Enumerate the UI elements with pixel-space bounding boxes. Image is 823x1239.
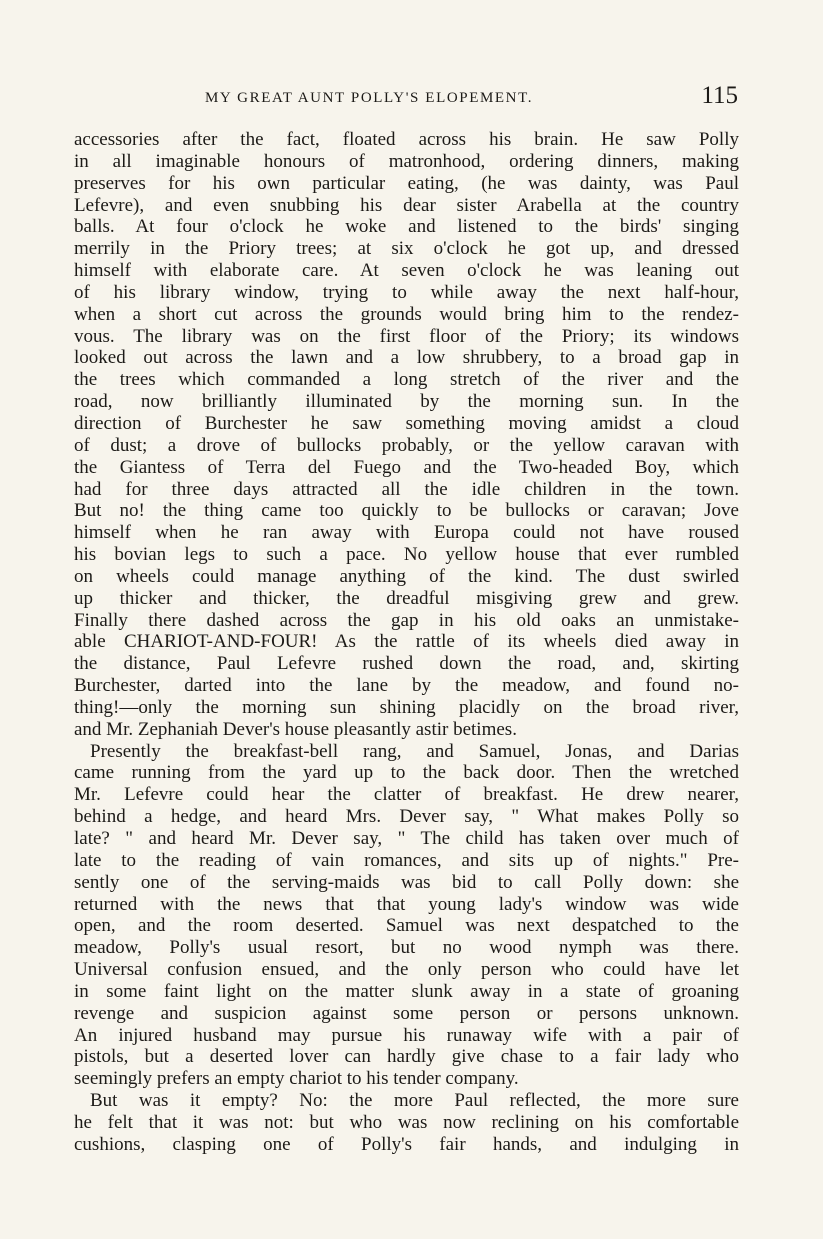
text-line: in some faint light on the matter slunk away in a state of groaning	[74, 980, 739, 1002]
text-line: seemingly prefers an empty chariot to his tender company.	[74, 1068, 519, 1090]
text-line: in all imaginable honours of matronhood, ordering dinners, making	[74, 150, 739, 172]
text-line: his bovian legs to such a pace. No yellow house that ever rumbled	[74, 544, 739, 566]
page-number: 115	[701, 82, 738, 109]
text-line: road, now brilliantly illuminated by the morning sun. In the	[74, 391, 739, 413]
text-line: preserves for his own particular eating, (he was dainty, was Paul	[74, 172, 739, 194]
text-line: cushions, clasping one of Polly's fair hands, and indulging in	[74, 1133, 739, 1155]
running-header	[70, 82, 740, 112]
text-line: when a short cut across the grounds would bring him to the rendez-	[74, 303, 739, 325]
text-line: vous. The library was on the first floor of the Priory; its windows	[74, 325, 739, 347]
text-line: behind a hedge, and heard Mrs. Dever say, " What makes Polly so	[74, 806, 739, 828]
text-line: of dust; a drove of bullocks probably, or the yellow caravan with	[74, 434, 739, 456]
text-line: Mr. Lefevre could hear the clatter of breakfast. He drew nearer,	[74, 784, 739, 806]
text-line: sently one of the serving-maids was bid to call Polly down: she	[74, 871, 739, 893]
text-line: pistols, but a deserted lover can hardly give chase to a fair lady who	[74, 1046, 739, 1068]
text-line: the trees which commanded a long stretch of the river and the	[74, 369, 739, 391]
text-line: and Mr. Zephaniah Dever's house pleasantly astir betimes.	[74, 718, 517, 740]
text-line: But no! the thing came too quickly to be bullocks or caravan; Jove	[74, 500, 739, 522]
text-line: on wheels could manage anything of the kind. The dust swirled	[74, 565, 739, 587]
text-line: late? " and heard Mr. Dever say, " The child has taken over much of	[74, 828, 739, 849]
text-line: able CHARIOT-AND-FOUR! As the rattle of its wheels died away in	[74, 631, 739, 653]
text-line: the Giantess of Terra del Fuego and the Two-headed Boy, which	[74, 456, 739, 478]
text-line: himself when he ran away with Europa could not have roused	[74, 522, 739, 544]
text-line: direction of Burchester he saw something moving amidst a cloud	[74, 412, 739, 434]
text-line: up thicker and thicker, the dreadful misgiving grew and grew.	[74, 587, 739, 609]
text-line: revenge and suspicion against some person or persons unknown.	[74, 1002, 739, 1024]
running-title: MY GREAT AUNT POLLY'S ELOPEMENT.	[205, 90, 534, 106]
text-line: returned with the news that that young lady's window was wide	[74, 893, 739, 915]
text-line: meadow, Polly's usual resort, but no wood nymph was there.	[74, 937, 739, 959]
text-line: had for three days attracted all the idle children in the town.	[74, 478, 739, 500]
text-line: merrily in the Priory trees; at six o'clock he got up, and dressed	[74, 238, 739, 260]
text-line: he felt that it was not: but who was now reclining on his comfortable	[74, 1111, 739, 1133]
text-line: himself with elaborate care. At seven o'clock he was leaning out	[74, 260, 739, 282]
text-line: of his library window, trying to while away the next half-hour,	[74, 281, 739, 303]
text-line: balls. At four o'clock he woke and listened to the birds' singing	[74, 216, 739, 238]
body-text	[74, 129, 739, 1156]
text-line: But was it empty? No: the more Paul reflected, the more sure	[90, 1090, 739, 1112]
text-line: came running from the yard up to the back door. Then the wretched	[74, 762, 739, 784]
text-line: the distance, Paul Lefevre rushed down the road, and, skirting	[74, 653, 739, 675]
text-line: Lefevre), and even snubbing his dear sister Arabella at the country	[74, 194, 739, 216]
text-line: accessories after the fact, floated across his brain. He saw Polly	[74, 129, 739, 150]
text-line: An injured husband may pursue his runaway wife with a pair of	[74, 1024, 739, 1046]
text-line: late to the reading of vain romances, and sits up of nights." Pre-	[74, 849, 739, 871]
text-line: Burchester, darted into the lane by the meadow, and found no-	[74, 675, 739, 697]
text-line: Presently the breakfast-bell rang, and Samuel, Jonas, and Darias	[90, 740, 739, 762]
text-line: looked out across the lawn and a low shrubbery, to a broad gap in	[74, 347, 739, 369]
text-line: thing!—only the morning sun shining placidly on the broad river,	[74, 696, 739, 718]
text-line: Finally there dashed across the gap in his old oaks an unmistake-	[74, 609, 739, 631]
text-line: open, and the room deserted. Samuel was next despatched to the	[74, 915, 739, 937]
text-line: Universal confusion ensued, and the only person who could have let	[74, 959, 739, 981]
